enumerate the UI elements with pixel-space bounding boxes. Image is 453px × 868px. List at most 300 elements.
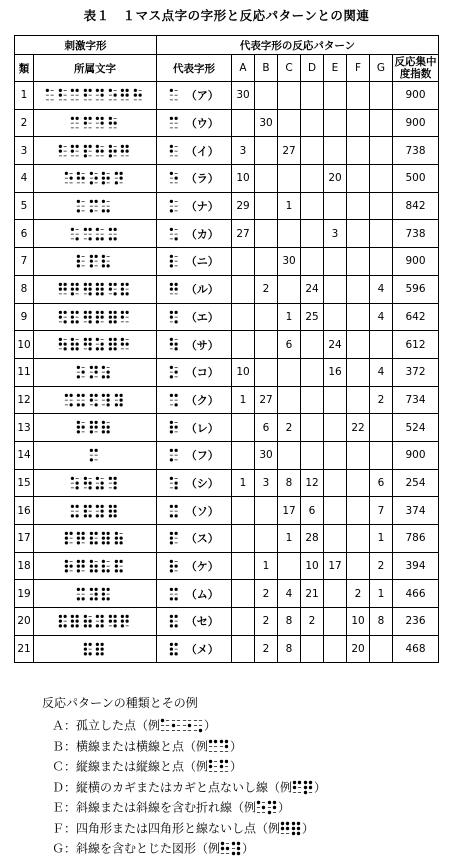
- braille-cell-icon: [120, 337, 130, 351]
- concentration-index: 900: [393, 248, 439, 276]
- braille-blank-4: [101, 146, 104, 147]
- braille-blank-4: [76, 339, 79, 340]
- pattern-e-count: [324, 82, 347, 110]
- braille-dot-1: [102, 421, 105, 424]
- kana-label: （ケ）: [185, 560, 219, 574]
- braille-dot-2: [108, 121, 111, 124]
- braille-dot-4: [101, 283, 104, 286]
- braille-dot-4: [113, 615, 116, 618]
- braille-dot-5: [82, 426, 85, 429]
- braille-dot-5: [119, 398, 122, 401]
- braille-dot-4: [175, 504, 178, 507]
- pattern-b-count: 27: [255, 386, 278, 414]
- braille-cell-icon: [101, 393, 111, 407]
- braille-cell-icon: [83, 476, 93, 490]
- braille-blank-5: [76, 123, 79, 124]
- braille-dot-4: [76, 283, 79, 286]
- braille-dot-6: [101, 514, 104, 517]
- braille-dot-3: [96, 514, 99, 517]
- braille-dot-1: [90, 172, 93, 175]
- braille-dot-5: [88, 620, 91, 623]
- braille-dot-5: [175, 288, 178, 291]
- braille-blank-4: [107, 367, 110, 368]
- braille-dot-5: [297, 826, 300, 829]
- braille-blank-4: [107, 201, 110, 202]
- braille-dot-5: [101, 509, 104, 512]
- braille-dot-1: [108, 477, 111, 480]
- kana-label: （セ）: [185, 615, 219, 629]
- braille-dot-1: [170, 172, 173, 175]
- braille-dot-3: [77, 403, 80, 406]
- braille-cell-icon: [133, 88, 143, 102]
- braille-blank-5: [82, 261, 85, 262]
- braille-dot-2: [77, 537, 80, 540]
- member-braille-chars: [34, 275, 157, 303]
- braille-blank-5: [214, 766, 217, 767]
- braille-dot-1: [71, 283, 74, 286]
- braille-dot-5: [126, 149, 129, 152]
- braille-dot-1: [102, 394, 105, 397]
- braille-blank-5: [298, 787, 301, 788]
- concentration-index: 374: [393, 497, 439, 525]
- representative-char: [157, 580, 232, 608]
- braille-blank-6: [126, 626, 129, 627]
- braille-dot-5: [113, 94, 116, 97]
- braille-cell-icon: [108, 227, 118, 241]
- braille-cell-icon: [89, 199, 99, 213]
- braille-blank-2: [96, 483, 99, 484]
- braille-cell-icon: [291, 821, 301, 836]
- representative-char: [157, 608, 232, 636]
- braille-dot-5: [101, 343, 104, 346]
- braille-blank-3: [161, 730, 164, 731]
- pattern-g-count: 4: [370, 358, 393, 386]
- braille-dot-1: [77, 587, 80, 590]
- concentration-index: 500: [393, 165, 439, 193]
- stimulus-group-header: 刺激字形: [15, 36, 157, 55]
- braille-dot-3: [170, 652, 173, 655]
- braille-dot-1: [77, 532, 80, 535]
- braille-dot-1: [58, 310, 61, 313]
- pattern-f-count: [347, 525, 370, 553]
- braille-dot-2: [108, 315, 111, 318]
- braille-blank-2: [209, 746, 212, 747]
- pattern-g-count: 2: [370, 386, 393, 414]
- kana-label: （ラ）: [185, 172, 219, 186]
- braille-dot-4: [126, 310, 129, 313]
- legend-item: [52, 777, 326, 798]
- pattern-f-count: 2: [347, 580, 370, 608]
- braille-dot-3: [292, 831, 295, 834]
- member-braille-chars: [34, 82, 157, 110]
- braille-cell-icon: [120, 88, 130, 102]
- member-braille-chars: [34, 414, 157, 442]
- braille-blank-3: [58, 349, 61, 350]
- pattern-g-count: 4: [370, 275, 393, 303]
- braille-cell-icon: [70, 614, 80, 628]
- braille-blank-2: [71, 233, 74, 234]
- braille-dot-6: [113, 348, 116, 351]
- row-number: 10: [15, 331, 34, 359]
- braille-cell-icon: [70, 310, 80, 324]
- table-row: [15, 275, 439, 303]
- row-number: 5: [15, 192, 34, 220]
- braille-blank-3: [71, 100, 74, 101]
- braille-cell-icon: [219, 739, 229, 754]
- braille-blank-4: [82, 173, 85, 174]
- braille-blank-5: [113, 289, 116, 290]
- braille-blank-4: [82, 201, 85, 202]
- kana-label: （カ）: [185, 227, 219, 241]
- braille-dot-6: [297, 831, 300, 834]
- braille-blank-5: [175, 206, 178, 207]
- representative-char: [157, 165, 232, 193]
- braille-dot-1: [170, 643, 173, 646]
- braille-cell-icon: [95, 88, 105, 102]
- table-row: [15, 109, 439, 137]
- concentration-index: 786: [393, 525, 439, 553]
- braille-dot-4: [175, 283, 178, 286]
- braille-dot-1: [90, 255, 93, 258]
- braille-cell-icon: [76, 587, 86, 601]
- braille-dot-4: [63, 310, 66, 313]
- braille-blank-6: [51, 100, 54, 101]
- braille-cell-icon: [169, 337, 179, 351]
- pattern-b-count: 2: [255, 275, 278, 303]
- braille-dot-1: [293, 780, 296, 783]
- braille-pattern-table: [14, 35, 439, 663]
- kana-label: （エ）: [185, 310, 219, 324]
- braille-blank-2: [102, 400, 105, 401]
- braille-dot-2: [71, 315, 74, 318]
- pattern-d-count: 2: [301, 608, 324, 636]
- row-number: 4: [15, 165, 34, 193]
- braille-blank-2: [71, 95, 74, 96]
- pattern-g-count: [370, 109, 393, 137]
- braille-dot-1: [102, 587, 105, 590]
- pattern-a-count: [232, 275, 255, 303]
- braille-dot-3: [65, 541, 68, 544]
- braille-dot-5: [69, 564, 72, 567]
- braille-dot-5: [113, 509, 116, 512]
- braille-dot-2: [102, 426, 105, 429]
- braille-dot-1: [108, 117, 111, 120]
- index-header-line2: 度指数: [399, 68, 432, 80]
- pattern-c-count: [278, 109, 301, 137]
- kana-label: （ム）: [185, 587, 219, 601]
- braille-blank-2: [90, 593, 93, 594]
- braille-blank-6: [76, 100, 79, 101]
- braille-blank-3: [65, 404, 68, 405]
- braille-dot-2: [83, 315, 86, 318]
- braille-cell-icon: [76, 199, 86, 213]
- braille-dot-3: [83, 154, 86, 157]
- braille-cell-icon: [169, 420, 179, 434]
- braille-cell-icon: [83, 337, 93, 351]
- braille-dot-5: [94, 177, 97, 180]
- braille-dot-6: [63, 625, 66, 628]
- pattern-c-count: [278, 552, 301, 580]
- pattern-g-header: G: [370, 55, 393, 82]
- braille-blank-6: [226, 853, 229, 854]
- braille-dot-3: [90, 375, 93, 378]
- braille-blank-2: [170, 510, 173, 511]
- braille-dot-4: [94, 587, 97, 590]
- braille-dot-1: [102, 172, 105, 175]
- pattern-d-count: [301, 248, 324, 276]
- braille-blank-3: [96, 155, 99, 156]
- pattern-d-count: 6: [301, 497, 324, 525]
- braille-blank-6: [82, 543, 85, 544]
- row-number: 6: [15, 220, 34, 248]
- braille-cell-icon: [219, 759, 229, 774]
- braille-blank-5: [175, 261, 178, 262]
- braille-cell-icon: [89, 171, 99, 185]
- braille-dot-4: [113, 227, 116, 230]
- pattern-f-count: [347, 303, 370, 331]
- braille-dot-3: [71, 292, 74, 295]
- pattern-b-count: [255, 248, 278, 276]
- pattern-c-count: [278, 358, 301, 386]
- table-row: [15, 635, 439, 663]
- braille-dot-1: [292, 821, 295, 824]
- braille-dot-5: [101, 288, 104, 291]
- pattern-a-count: [232, 441, 255, 469]
- braille-blank-6: [63, 155, 66, 156]
- braille-blank-5: [177, 725, 180, 726]
- braille-blank-2: [96, 510, 99, 511]
- concentration-index: 900: [393, 109, 439, 137]
- braille-blank-4: [214, 761, 217, 762]
- legend-item-text: Ｅ：斜線または斜線を含む折れ線（例: [52, 800, 257, 815]
- braille-blank-2: [170, 593, 173, 594]
- representative-char: [157, 331, 232, 359]
- pattern-g-count: [370, 165, 393, 193]
- pattern-d-count: 24: [301, 275, 324, 303]
- braille-dot-3: [96, 625, 99, 628]
- braille-blank-3: [108, 100, 111, 101]
- pattern-a-count: 3: [232, 137, 255, 165]
- braille-blank-4: [175, 229, 178, 230]
- pattern-b-count: [255, 358, 278, 386]
- braille-blank-3: [108, 294, 111, 295]
- legend-close-paren: ）: [314, 779, 327, 794]
- representative-char: [157, 220, 232, 248]
- braille-dot-6: [113, 514, 116, 517]
- braille-blank-6: [126, 321, 129, 322]
- pattern-f-count: [347, 165, 370, 193]
- kana-label: （フ）: [185, 449, 219, 463]
- braille-dot-5: [225, 744, 228, 747]
- braille-blank-5: [63, 621, 66, 622]
- braille-dot-2: [170, 343, 173, 346]
- braille-dot-5: [126, 343, 129, 346]
- pattern-d-count: [301, 220, 324, 248]
- braille-dot-3: [77, 431, 80, 434]
- braille-cell-icon: [95, 227, 105, 241]
- row-number: 19: [15, 580, 34, 608]
- braille-dot-1: [108, 89, 111, 92]
- pattern-e-count: 3: [324, 220, 347, 248]
- braille-dot-4: [107, 532, 110, 535]
- braille-blank-6: [175, 377, 178, 378]
- pattern-b-count: 2: [255, 580, 278, 608]
- pattern-d-count: [301, 386, 324, 414]
- braille-blank-6: [119, 183, 122, 184]
- braille-dot-6: [107, 265, 110, 268]
- representative-char: [157, 358, 232, 386]
- braille-cell-icon: [171, 718, 181, 733]
- table-row: [15, 165, 439, 193]
- legend-item: [52, 736, 326, 757]
- braille-cell-icon: [101, 254, 111, 268]
- braille-dot-6: [101, 237, 104, 240]
- braille-dot-6: [119, 541, 122, 544]
- legend-item: [52, 715, 326, 736]
- braille-cell-icon: [267, 800, 277, 815]
- legend-item-text: Ａ：孤立した点（例: [52, 718, 161, 733]
- braille-blank-5: [94, 206, 97, 207]
- braille-blank-5: [107, 206, 110, 207]
- braille-dot-5: [107, 177, 110, 180]
- braille-dot-1: [71, 504, 74, 507]
- braille-dot-5: [101, 121, 104, 124]
- braille-dot-2: [108, 149, 111, 152]
- legend-item: [52, 756, 326, 777]
- braille-dot-3: [102, 597, 105, 600]
- braille-cell-icon: [169, 310, 179, 324]
- braille-blank-3: [71, 127, 74, 128]
- pattern-d-count: [301, 192, 324, 220]
- braille-blank-5: [126, 289, 129, 290]
- member-braille-chars: [34, 608, 157, 636]
- braille-dot-4: [88, 338, 91, 341]
- braille-dot-1: [170, 532, 173, 535]
- pattern-b-count: 3: [255, 469, 278, 497]
- row-number: 1: [15, 82, 34, 110]
- braille-blank-2: [83, 233, 86, 234]
- braille-blank-3: [170, 349, 173, 350]
- braille-dot-1: [90, 587, 93, 590]
- braille-blank-6: [101, 155, 104, 156]
- braille-dot-5: [88, 315, 91, 318]
- braille-dot-6: [101, 348, 104, 351]
- braille-dot-2: [58, 94, 61, 97]
- pattern-c-count: 8: [278, 608, 301, 636]
- braille-dot-3: [108, 154, 111, 157]
- braille-blank-6: [82, 377, 85, 378]
- braille-dot-5: [113, 149, 116, 152]
- braille-dot-1: [108, 283, 111, 286]
- braille-blank-4: [113, 90, 116, 91]
- pattern-e-count: [324, 635, 347, 663]
- braille-dot-4: [175, 643, 178, 646]
- braille-dot-6: [113, 320, 116, 323]
- braille-blank-6: [214, 751, 217, 752]
- pattern-g-count: 7: [370, 497, 393, 525]
- braille-dot-4: [107, 587, 110, 590]
- braille-dot-2: [170, 288, 173, 291]
- braille-dot-2: [133, 94, 136, 97]
- braille-blank-5: [69, 538, 72, 539]
- braille-blank-3: [96, 127, 99, 128]
- pattern-f-count: [347, 469, 370, 497]
- braille-dot-1: [77, 560, 80, 563]
- braille-dot-1: [90, 532, 93, 535]
- pattern-a-count: [232, 248, 255, 276]
- representative-char: [157, 386, 232, 414]
- pattern-g-count: 8: [370, 608, 393, 636]
- braille-dot-6: [69, 403, 72, 406]
- pattern-d-count: [301, 358, 324, 386]
- braille-dot-1: [96, 643, 99, 646]
- braille-dot-3: [115, 569, 118, 572]
- braille-dot-4: [101, 89, 104, 92]
- braille-blank-3: [170, 487, 173, 488]
- braille-dot-4: [126, 89, 129, 92]
- braille-cell-icon: [83, 642, 93, 656]
- braille-blank-3: [108, 626, 111, 627]
- braille-blank-6: [175, 543, 178, 544]
- braille-blank-6: [225, 771, 228, 772]
- braille-blank-4: [175, 367, 178, 368]
- braille-blank-3: [108, 127, 111, 128]
- braille-cell-icon: [101, 199, 111, 213]
- braille-dot-4: [107, 394, 110, 397]
- braille-dot-3: [90, 541, 93, 544]
- braille-dot-6: [175, 320, 178, 323]
- braille-cell-icon: [70, 476, 80, 490]
- representative-char: [157, 275, 232, 303]
- braille-blank-4: [76, 478, 79, 479]
- pattern-f-header: F: [347, 55, 370, 82]
- braille-dot-6: [101, 625, 104, 628]
- braille-dot-1: [58, 615, 61, 618]
- member-braille-chars: [34, 525, 157, 553]
- braille-dot-3: [83, 514, 86, 517]
- braille-dot-6: [63, 348, 66, 351]
- braille-blank-2: [96, 344, 99, 345]
- braille-cell-icon: [160, 718, 170, 733]
- braille-dot-5: [88, 343, 91, 346]
- braille-dot-1: [65, 394, 68, 397]
- concentration-index: 900: [393, 441, 439, 469]
- braille-dot-2: [83, 94, 86, 97]
- braille-dot-4: [76, 504, 79, 507]
- braille-blank-4: [113, 146, 116, 147]
- braille-blank-6: [82, 266, 85, 267]
- braille-dot-4: [113, 504, 116, 507]
- pattern-g-count: [370, 248, 393, 276]
- braille-dot-4: [63, 283, 66, 286]
- braille-dot-2: [121, 94, 124, 97]
- braille-cell-icon: [83, 282, 93, 296]
- concentration-index: 842: [393, 192, 439, 220]
- braille-dot-6: [101, 486, 104, 489]
- pattern-b-count: 2: [255, 608, 278, 636]
- braille-dot-4: [82, 560, 85, 563]
- braille-dot-2: [58, 343, 61, 346]
- braille-cell-icon: [231, 841, 241, 856]
- braille-blank-6: [82, 570, 85, 571]
- braille-cell-icon: [70, 227, 80, 241]
- braille-blank-2: [90, 206, 93, 207]
- braille-blank-5: [69, 400, 72, 401]
- table-row: [15, 497, 439, 525]
- braille-dot-2: [77, 260, 80, 263]
- pattern-d-count: [301, 414, 324, 442]
- braille-blank-4: [119, 533, 122, 534]
